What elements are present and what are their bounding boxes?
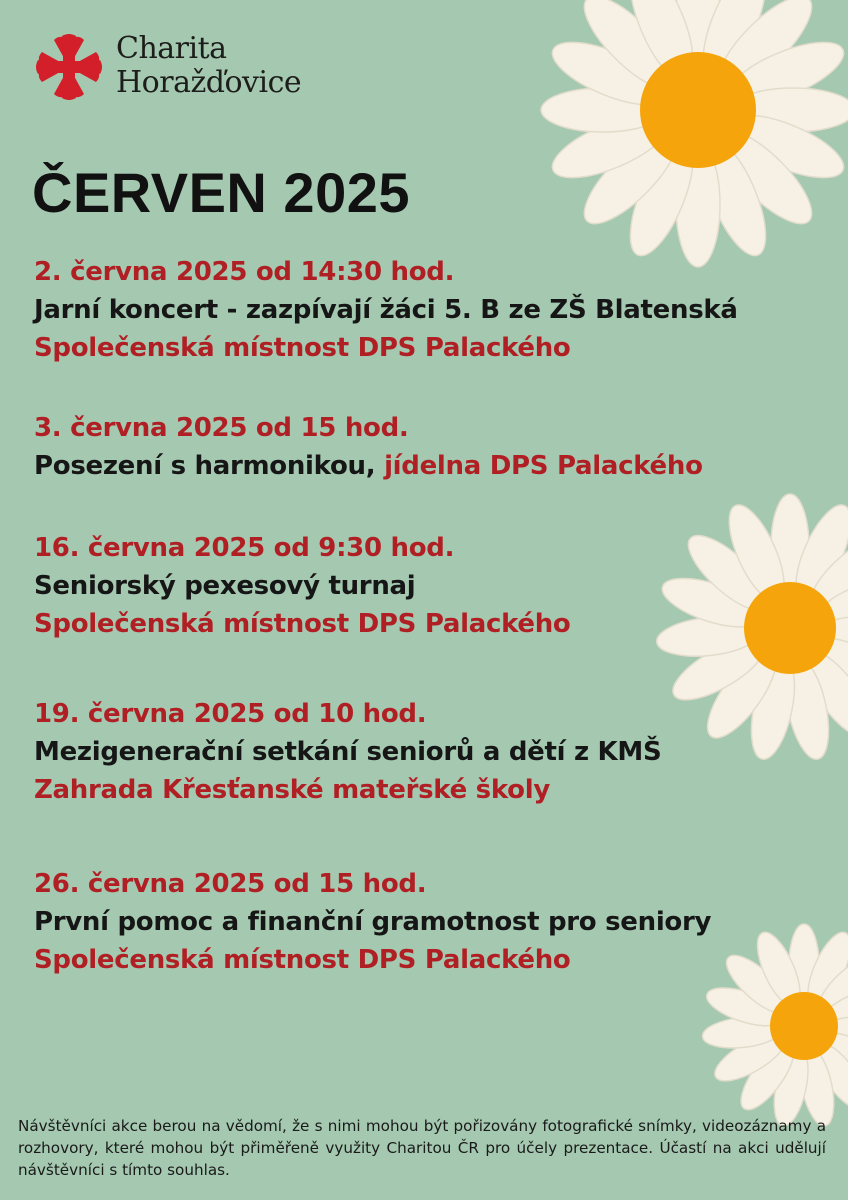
event-date: 2. června 2025 od 14:30 hod. — [34, 257, 455, 287]
logo-line-2: Horažďovice — [116, 65, 302, 100]
logo-line-1: Charita — [116, 31, 227, 66]
logo-text — [116, 32, 301, 100]
event-date: 26. června 2025 od 15 hod. — [34, 869, 427, 899]
event-name: Posezení s harmonikou, — [34, 451, 376, 481]
event-date: 16. června 2025 od 9:30 hod. — [34, 533, 455, 563]
event-place: Společenská místnost DPS Palackého — [34, 945, 571, 975]
page-title: ČERVEN 2025 — [32, 161, 411, 224]
event-place: Zahrada Křesťanské mateřské školy — [34, 775, 550, 805]
event-item — [34, 529, 571, 643]
event-name: Mezigenerační setkání seniorů a dětí z KMŠ — [34, 737, 662, 767]
daisy-bottom-right — [718, 922, 848, 1130]
charita-cross-icon — [34, 32, 104, 102]
event-item — [34, 253, 738, 367]
event-date: 19. června 2025 od 10 hod. — [34, 699, 427, 729]
event-date: 3. června 2025 od 15 hod. — [34, 413, 409, 443]
consent-notice: Návštěvníci akce berou na vědomí, že s nimi mohou být pořizovány fotografické snímky, videozáznamy a rozhovory, které mohou být přiměřeně využity Charitou ČR pro účely prezentace. Účastí na akci udělují návštěvníci s tímto souhlas. — [18, 1117, 826, 1179]
daisy-middle-right — [690, 488, 848, 768]
charita-logo — [34, 32, 301, 102]
event-name: Jarní koncert - zazpívají žáci 5. B ze ZŠ Blatenská — [34, 295, 738, 325]
event-place: Společenská místnost DPS Palackého — [34, 333, 571, 363]
event-place: jídelna DPS Palackého — [384, 451, 703, 481]
event-item — [34, 695, 661, 809]
event-item — [34, 865, 711, 979]
event-item — [34, 409, 703, 485]
daisy-top-right — [548, 0, 848, 280]
event-name: Seniorský pexesový turnaj — [34, 571, 416, 601]
event-name-and-place — [34, 447, 703, 485]
event-name: První pomoc a finanční gramotnost pro seniory — [34, 907, 712, 937]
event-place: Společenská místnost DPS Palackého — [34, 609, 571, 639]
